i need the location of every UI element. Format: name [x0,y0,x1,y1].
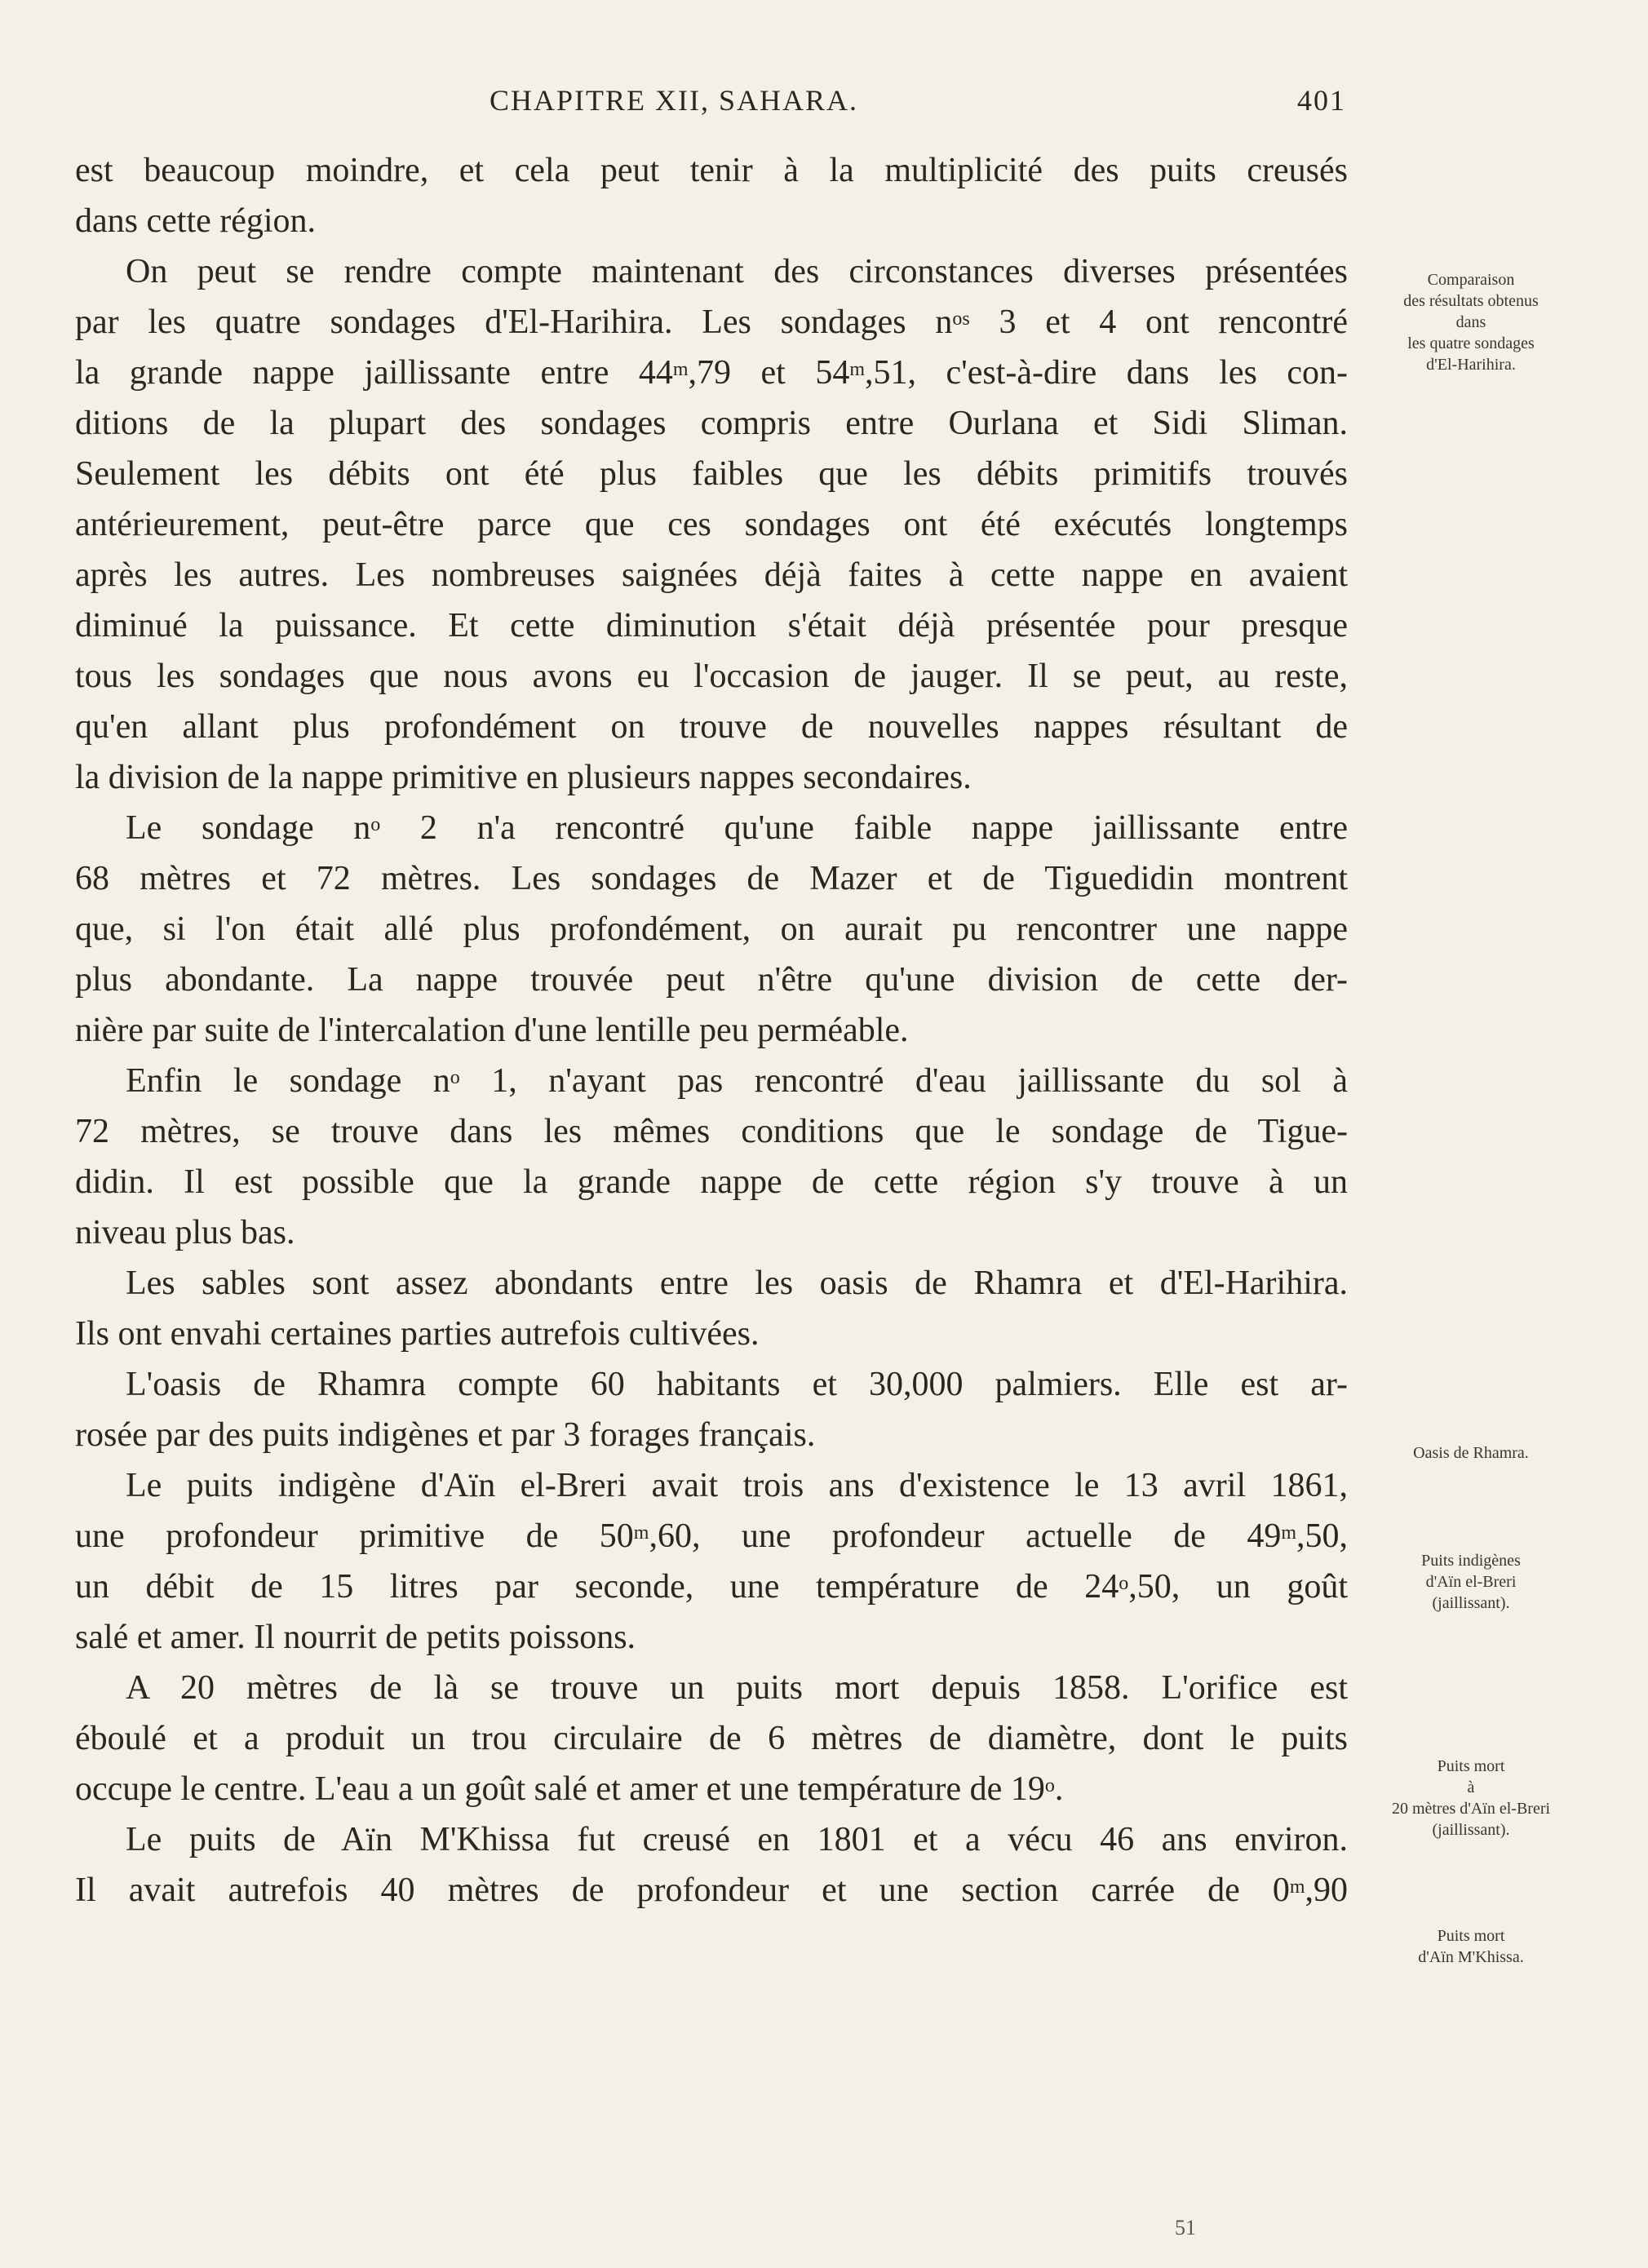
margin-note-puits-mort-khissa: Puits mort d'Aïn M'Khissa. [1418,1927,1524,1966]
text-line: qu'en allant plus profondément on trouve de nouvelles nappes résultant de [75,708,1348,746]
text-line: que, si l'on était allé plus profondément, on aurait pu rencontrer une nappe [75,910,1348,948]
text-line: Les sables sont assez abondants entre les oasis de Rhamra et d'El-Harihira. [126,1265,1348,1302]
text-line: salé et amer. Il nourrit de petits poissons. [75,1619,636,1656]
text-line: Il avait autrefois 40 mètres de profondeur et une section carrée de 0$^m$,90 [75,1872,1348,1909]
text-line: ditions de la plupart des sondages compris entre Ourlana et Sidi Sliman. [75,405,1348,442]
text-line: après les autres. Les nombreuses saignées déjà faites à cette nappe en avaient [75,556,1348,594]
signature-mark: 51 [1175,2216,1196,2239]
margin-note-puits-indigenes: Puits indigènes d'Aïn el-Breri (jaillissant). [1421,1552,1521,1612]
text-line: Le sondage $n^o$ 2 n'a rencontré qu'une faible nappe jaillissante entre [126,809,1348,847]
text-line: une profondeur primitive de 50$^m$,60, une profondeur actuelle de 49$^m$,50, [75,1517,1348,1555]
chapter-title: CHAPITRE XII, SAHARA. [490,84,859,117]
body-text [75,145,1348,1916]
text-line: Le puits de Aïn M'Khissa fut creusé en 1801 et a vécu 46 ans environ. [126,1821,1348,1858]
margin-note-comparaison: Comparaison des résultats obtenus dans les quatre sondages d'El-Harihira. [1403,271,1539,374]
margin-note-oasis-rhamra: Oasis de Rhamra. [1413,1444,1529,1462]
text-line: L'oasis de Rhamra compte 60 habitants et 30,000 palmiers. Elle est ar- [126,1366,1348,1403]
text-line: On peut se rendre compte maintenant des circonstances diverses présentées [126,253,1348,290]
text-line: dans cette région. [75,202,317,240]
text-line: occupe le centre. L'eau a un goût salé et amer et une température de 19$^o$. [75,1770,1064,1808]
text-line: un débit de 15 litres par seconde, une température de 24$^o$,50, un goût [75,1568,1349,1606]
text-line: la division de la nappe primitive en plusieurs nappes secondaires. [75,759,972,796]
text-line: plus abondante. La nappe trouvée peut n'être qu'une division de cette der- [75,961,1348,999]
text-line: est beaucoup moindre, et cela peut tenir à la multiplicité des puits creusés [75,152,1348,189]
text-line: Ils ont envahi certaines parties autrefois cultivées. [75,1315,760,1353]
text-line: A 20 mètres de là se trouve un puits mort depuis 1858. L'orifice est [126,1669,1348,1707]
text-line: Le puits indigène d'Aïn el-Breri avait trois ans d'existence le 13 avril 1861, [126,1467,1348,1504]
text-line: rosée par des puits indigènes et par 3 forages français. [75,1416,816,1454]
text-line: éboulé et a produit un trou circulaire de 6 mètres de diamètre, dont le puits [75,1720,1348,1757]
text-line: 72 mètres, se trouve dans les mêmes conditions que le sondage de Tigue- [75,1113,1348,1150]
text-line: antérieurement, peut-être parce que ces sondages ont été exécutés longtemps [75,506,1348,543]
text-line: la grande nappe jaillissante entre 44$^m$,79 et 54$^m$,51, c'est-à-dire dans les con- [75,354,1349,392]
text-line: tous les sondages que nous avons eu l'occasion de jauger. Il se peut, au reste, [75,658,1348,695]
text-line: niveau plus bas. [75,1214,295,1251]
page-number: 401 [1297,84,1346,117]
text-line: diminué la puissance. Et cette diminution s'était déjà présentée pour presque [75,607,1348,645]
text-line: 68 mètres et 72 mètres. Les sondages de Mazer et de Tiguedidin montrent [75,860,1348,897]
margin-note-puits-mort-breri: Puits mort à 20 mètres d'Aïn el-Breri (jaillissant). [1391,1757,1551,1839]
text-line: Enfin le sondage $n^o$ 1, n'ayant pas rencontré d'eau jaillissante du sol à [126,1062,1348,1100]
text-line: Seulement les débits ont été plus faibles que les débits primitifs trouvés [75,455,1348,493]
text-line: didin. Il est possible que la grande nappe de cette région s'y trouve à un [75,1163,1348,1201]
text-line: nière par suite de l'intercalation d'une lentille peu perméable. [75,1012,909,1049]
text-line: par les quatre sondages d'El-Harihira. Les sondages $n^{os}$ 3 et 4 ont rencontré [75,303,1348,341]
